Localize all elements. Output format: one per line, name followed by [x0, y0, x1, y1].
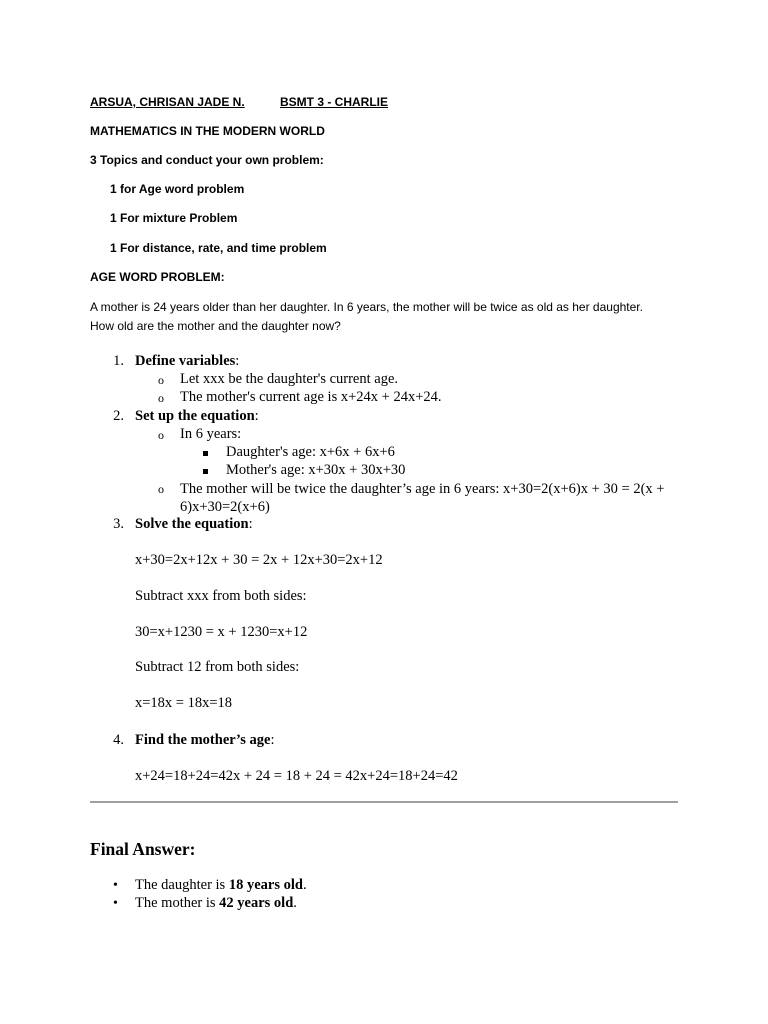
answer-label: The daughter is	[135, 877, 229, 893]
circle-bullet-icon: o	[158, 373, 164, 387]
step-number: 2.	[113, 408, 124, 424]
step-title: Set up the equation	[135, 408, 255, 424]
step-sub-item: Daughter's age: x+6x + 6x+6	[226, 444, 395, 460]
answer-period: .	[302, 877, 307, 893]
circle-bullet-icon: o	[158, 428, 164, 442]
step-number: 4.	[113, 732, 124, 748]
square-bullet-icon	[203, 469, 208, 474]
circle-bullet-icon: o	[158, 391, 164, 405]
equation-line: x=18x = 18x=18	[135, 695, 233, 711]
instruction-line: Subtract xxx from both sides:	[135, 588, 307, 604]
bullet-dot-icon: •	[113, 878, 118, 893]
final-answer-heading: Final Answer:	[90, 839, 196, 859]
step-sub-label: In 6 years:	[180, 426, 242, 442]
instruction-text: 3 Topics and conduct your own problem:	[90, 153, 324, 167]
step-heading	[135, 408, 259, 425]
step-title: Find the mother’s age	[135, 732, 271, 748]
step-number: 3.	[113, 516, 124, 532]
step-heading	[135, 516, 253, 533]
equation-line: x+30=2x+12x + 30 = 2x + 12x+30=2x+12	[135, 552, 383, 568]
step-item: The mother will be twice the daughter’s age in 6 years: x+30=2(x+6)x + 30 = 2(x + 6)x+30=2(x+6)	[180, 481, 665, 515]
answer-value: 18 years old	[228, 877, 303, 893]
student-section: BSMT 3 - CHARLIE	[280, 95, 388, 109]
answer-value: 42 years old	[219, 895, 294, 911]
equation-line: x+24=18+24=42x + 24 = 18 + 24 = 42x+24=18+24=42	[135, 768, 458, 784]
problem-text: A mother is 24 years older than her daughter. In 6 years, the mother will be twice as old as her daughter. How old are the mother and the daughter now?	[90, 300, 643, 333]
step-title: Solve the equation	[135, 516, 249, 532]
step-item: Let xxx be the daughter's current age.	[180, 371, 399, 387]
answer-period: .	[293, 895, 297, 911]
step-colon: :	[235, 353, 240, 369]
step-title: Define variables	[135, 353, 236, 369]
student-name: ARSUA, CHRISAN JADE N.	[90, 95, 245, 109]
bullet-dot-icon: •	[113, 896, 118, 911]
instruction-line: Subtract 12 from both sides:	[135, 659, 300, 675]
horizontal-divider	[90, 801, 678, 803]
step-heading	[135, 353, 239, 370]
final-answer-daughter	[135, 877, 307, 894]
step-colon: :	[270, 732, 275, 748]
step-colon: :	[248, 516, 253, 532]
problem-heading: AGE WORD PROBLEM:	[90, 270, 225, 284]
circle-bullet-icon: o	[158, 482, 164, 496]
equation-line: 30=x+1230 = x + 1230=x+12	[135, 624, 308, 640]
step-heading	[135, 732, 274, 749]
final-answer-mother	[135, 895, 297, 912]
square-bullet-icon	[203, 451, 208, 456]
answer-label: The mother is	[135, 895, 220, 911]
topic-item: 1 For mixture Problem	[110, 211, 238, 225]
step-sub-item: Mother's age: x+30x + 30x+30	[226, 462, 406, 478]
topic-item: 1 For distance, rate, and time problem	[110, 241, 327, 255]
step-item: The mother's current age is x+24x + 24x+24.	[180, 389, 442, 405]
topic-item: 1 for Age word problem	[110, 182, 245, 196]
step-colon: :	[254, 408, 259, 424]
step-number: 1.	[113, 353, 124, 369]
course-title: MATHEMATICS IN THE MODERN WORLD	[90, 124, 325, 138]
